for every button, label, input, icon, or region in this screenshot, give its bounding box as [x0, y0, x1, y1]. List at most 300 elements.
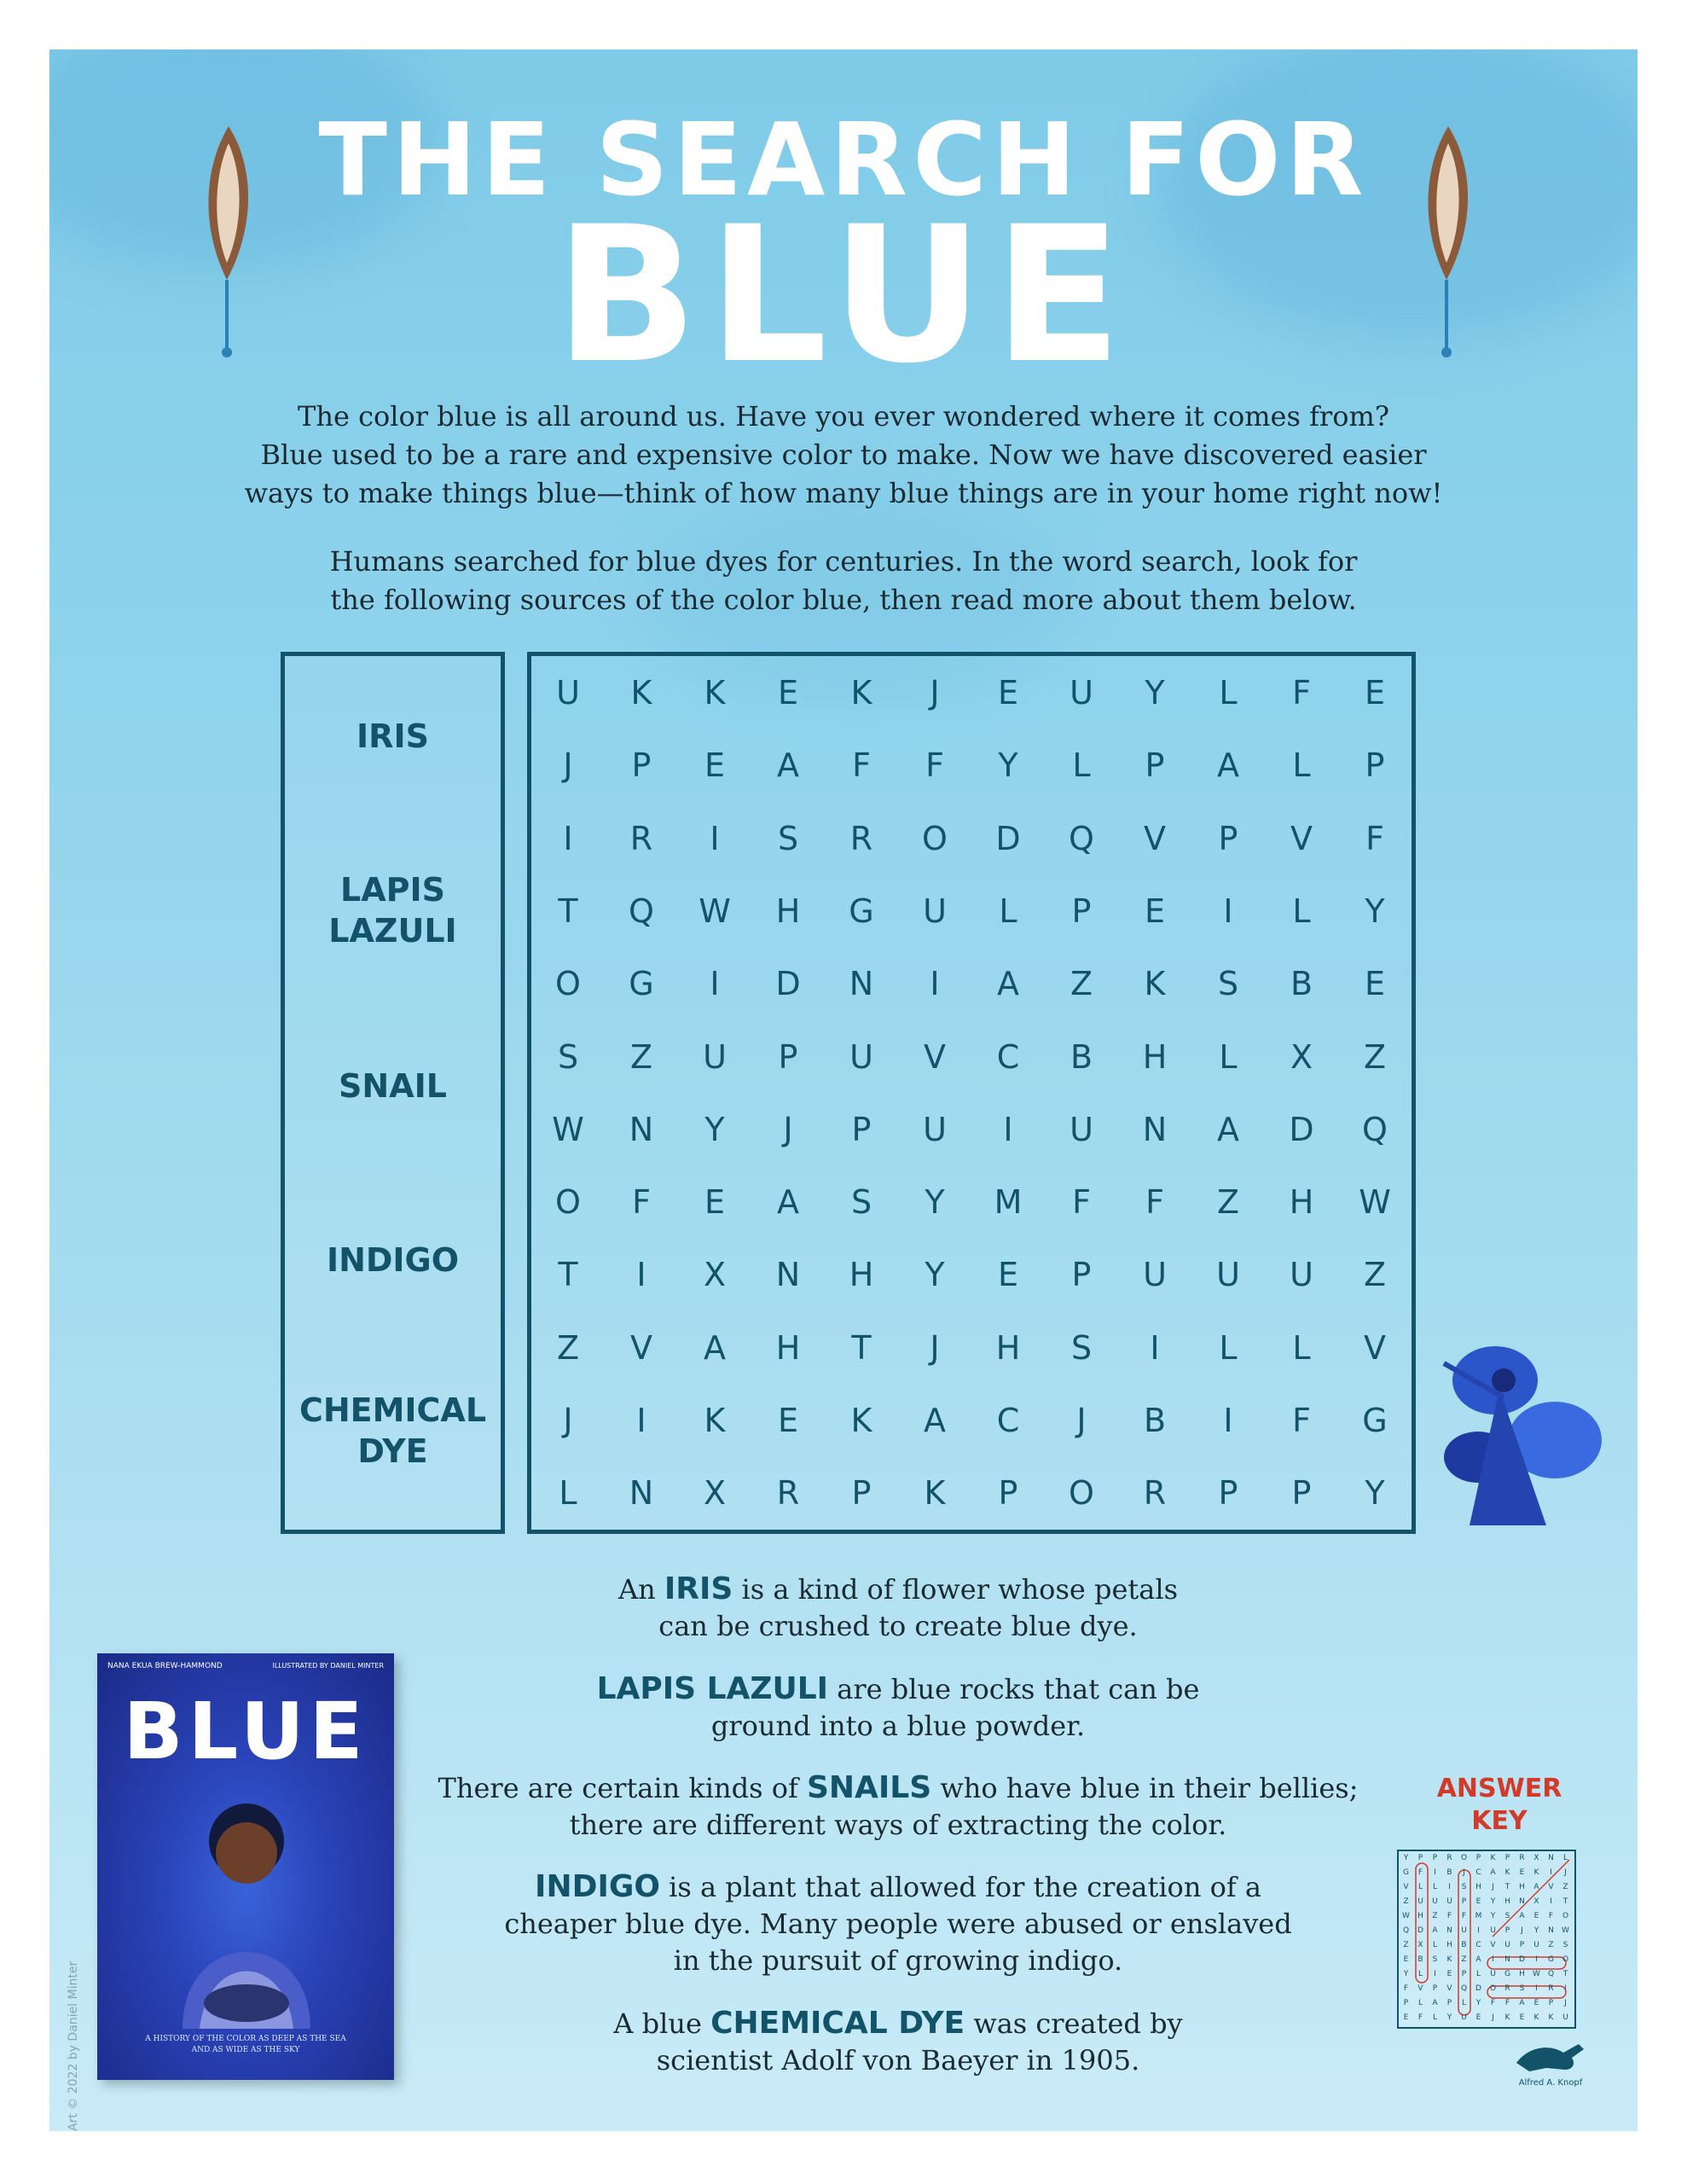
answer-key-cell: K	[1490, 1854, 1496, 1862]
answer-key-cell: K	[1533, 1868, 1539, 1877]
grid-cell[interactable]: V	[1364, 1328, 1386, 1367]
grid-cell[interactable]: S	[557, 1037, 579, 1076]
grid-cell[interactable]: I	[1223, 1402, 1233, 1439]
answer-key-cell: Q	[1547, 1970, 1555, 1978]
word-list-box	[281, 652, 505, 1534]
grid-cell[interactable]: P	[1218, 1474, 1238, 1513]
answer-key-cell: J	[1492, 1883, 1494, 1891]
answer-key-cell: Y	[1403, 1970, 1409, 1978]
grid-cell[interactable]: Y	[1365, 892, 1385, 930]
grid-cell[interactable]: Z	[1363, 1037, 1387, 1076]
grid-cell[interactable]: P	[1145, 746, 1165, 785]
answer-key-cell: E	[1519, 2013, 1525, 2022]
grid-cell[interactable]: I	[1223, 892, 1233, 930]
answer-key-cell: B	[1417, 1955, 1423, 1964]
answer-key-cell: I	[1492, 1955, 1494, 1964]
grid-cell[interactable]: P	[851, 1110, 872, 1148]
grid-cell[interactable]: R	[776, 1474, 800, 1513]
answer-key-cell: G	[1548, 1955, 1554, 1964]
answer-key-cell: O	[1489, 1984, 1497, 1993]
answer-key-cell: U	[1461, 1926, 1467, 1935]
answer-key-cell: N	[1519, 1897, 1525, 1906]
grid-cell[interactable]: R	[849, 819, 873, 857]
answer-key-cell: A	[1475, 1955, 1481, 1964]
grid-cell[interactable]: U	[849, 1037, 873, 1076]
desc-iris: An IRIS is a kind of flower whose petals can be crushed to create blue dye.	[618, 1571, 1178, 1642]
answer-key-cell: P	[1504, 1926, 1510, 1935]
answer-key-cell: X	[1533, 1897, 1539, 1906]
grid-cell[interactable]: E	[704, 1183, 725, 1222]
answer-key-cell: H	[1446, 1941, 1452, 1949]
grid-cell[interactable]: P	[1071, 892, 1092, 930]
grid-cell[interactable]: Y	[925, 1256, 945, 1294]
grid-cell[interactable]: U	[923, 1110, 947, 1148]
answer-key-cell: F	[1461, 1912, 1467, 1920]
grid-cell[interactable]: T	[558, 892, 578, 930]
answer-key-cell: Q	[1460, 1984, 1468, 1993]
publisher-name: Alfred A. Knopf	[1518, 2078, 1583, 2088]
grid-cell[interactable]: J	[563, 1402, 573, 1439]
answer-key-cell: Z	[1562, 1883, 1568, 1891]
answer-key-cell: L	[1417, 1999, 1423, 2007]
answer-key-cell: P	[1548, 1999, 1554, 2007]
grid-cell[interactable]: L	[559, 1474, 577, 1513]
grid-cell[interactable]: E	[997, 674, 1018, 712]
grid-cell[interactable]: N	[1142, 1110, 1168, 1148]
grid-cell[interactable]: H	[849, 1256, 874, 1294]
answer-key-cell: P	[1403, 1999, 1409, 2007]
answer-key-cell: B	[1461, 1941, 1467, 1949]
answer-key-cell: I	[1550, 1897, 1552, 1906]
answer-key-cell: F	[1446, 1912, 1452, 1920]
grid-cell[interactable]: Q	[629, 892, 654, 930]
grid-cell[interactable]: J	[783, 1110, 793, 1148]
grid-cell[interactable]: I	[563, 819, 573, 857]
grid-cell[interactable]: P	[1365, 746, 1385, 785]
answer-key-label: ANSWER KEY	[1436, 1774, 1562, 1836]
grid-cell[interactable]: L	[1292, 892, 1311, 930]
answer-key-cell: E	[1475, 2013, 1481, 2022]
grid-cell[interactable]: L	[1219, 1037, 1238, 1076]
grid-cell[interactable]: L	[999, 892, 1017, 930]
grid-cell[interactable]: L	[1292, 1328, 1311, 1367]
intro-line: The color blue is all around us. Have you ever wondered where it comes from?	[298, 400, 1389, 433]
answer-key-cell: V	[1403, 1883, 1409, 1891]
grid-cell[interactable]: H	[775, 1328, 801, 1367]
answer-key-cell: V	[1490, 1941, 1496, 1949]
grid-cell[interactable]: F	[1365, 819, 1384, 857]
grid-cell[interactable]: A	[1217, 1110, 1239, 1148]
answer-key-cell: Z	[1432, 1912, 1438, 1920]
grid-cell[interactable]: V	[630, 1328, 652, 1367]
book-subtitle: A HISTORY OF THE COLOR AS DEEP AS THE SEA AND AS WIDE AS THE SKY	[145, 2035, 346, 2054]
answer-key-cell: U	[1432, 1897, 1438, 1906]
intro-line: ways to make things blue—think of how many blue things are in your home right now!	[244, 477, 1443, 509]
answer-key-cell: P	[1504, 1854, 1510, 1862]
book-illustrator: ILLUSTRATED BY DANIEL MINTER	[272, 1662, 384, 1670]
word-lapis-lazuli: LAPIS LAZULI	[328, 871, 457, 950]
grid-cell[interactable]: J	[930, 674, 940, 712]
answer-key-cell: V	[1417, 1984, 1423, 1993]
grid-cell[interactable]: X	[1290, 1037, 1313, 1076]
answer-key-cell: S	[1432, 1955, 1438, 1964]
answer-key-cell: Y	[1490, 1912, 1496, 1920]
answer-key-cell: L	[1562, 1854, 1568, 1862]
book-cover	[97, 1653, 394, 2080]
grid-cell[interactable]: P	[998, 1474, 1018, 1513]
desc-indigo: INDIGO is a plant that allowed for the creation of a cheaper blue dye. Many people were abused or enslaved in the pursuit of growing indigo.	[504, 1869, 1292, 1977]
knopf-dog-logo-icon	[1512, 2037, 1589, 2077]
answer-key-cell: Y	[1446, 2013, 1452, 2022]
answer-key-cell: F	[1417, 1868, 1423, 1877]
grid-cell[interactable]: E	[997, 1256, 1018, 1294]
grid-cell[interactable]: I	[636, 1402, 646, 1439]
grid-cell[interactable]: A	[777, 746, 799, 785]
answer-key-cell: I	[1535, 1984, 1538, 1993]
grid-cell[interactable]: Y	[1365, 1474, 1385, 1513]
title-line-1: THE SEARCH FOR	[318, 101, 1369, 218]
grid-cell[interactable]: G	[849, 892, 874, 930]
word-snail: SNAIL	[339, 1067, 447, 1105]
grid-cell[interactable]: K	[1144, 965, 1166, 1003]
grid-cell[interactable]: D	[1289, 1110, 1314, 1148]
answer-key-cell: P	[1446, 1999, 1452, 2007]
answer-key-cell: M	[1475, 1912, 1482, 1920]
answer-key-cell: R	[1504, 1984, 1510, 1993]
grid-cell[interactable]: N	[775, 1256, 801, 1294]
answer-key-cell: W	[1402, 1912, 1410, 1920]
answer-key-cell: G	[1403, 1868, 1409, 1877]
answer-key-cell: N	[1446, 1926, 1452, 1935]
grid-cell[interactable]: F	[1072, 1183, 1091, 1222]
grid-cell[interactable]: U	[923, 892, 947, 930]
grid-cell[interactable]: E	[1364, 674, 1385, 712]
grid-cell[interactable]: C	[996, 1037, 1020, 1076]
grid-cell[interactable]: L	[1072, 746, 1091, 785]
title-line-2: BLUE	[554, 186, 1133, 404]
grid-cell[interactable]: V	[1144, 819, 1166, 857]
grid-cell[interactable]: K	[924, 1474, 946, 1513]
answer-key-cell: U	[1490, 1926, 1496, 1935]
answer-key-cell: H	[1475, 1883, 1481, 1891]
grid-cell[interactable]: U	[1070, 1110, 1093, 1148]
answer-key-cell: T	[1562, 1897, 1568, 1906]
answer-key-cell: A	[1519, 1912, 1525, 1920]
answer-key-cell: A	[1432, 1926, 1438, 1935]
grid-cell[interactable]: U	[703, 1037, 727, 1076]
grid-cell[interactable]: D	[995, 819, 1021, 857]
grid-cell[interactable]: W	[1359, 1183, 1391, 1222]
answer-key-cell: D	[1417, 1926, 1423, 1935]
answer-key-cell: P	[1432, 1854, 1438, 1862]
answer-key-cell: L	[1475, 1970, 1481, 1978]
grid-cell[interactable]: Y	[704, 1110, 725, 1148]
answer-key-cell: Z	[1548, 1941, 1554, 1949]
answer-key-grid	[1397, 1850, 1576, 2029]
grid-cell[interactable]: E	[777, 674, 798, 712]
grid-cell[interactable]: B	[1143, 1402, 1167, 1439]
answer-key-cell: N	[1504, 1955, 1510, 1964]
answer-key-cell: F	[1417, 2013, 1423, 2022]
answer-key-cell: L	[1432, 2013, 1437, 2022]
grid-cell[interactable]: L	[1292, 746, 1311, 785]
answer-key-cell: E	[1403, 1955, 1409, 1964]
answer-key-cell: P	[1461, 1897, 1467, 1906]
grid-cell[interactable]: R	[1143, 1474, 1167, 1513]
grid-cell[interactable]: I	[636, 1256, 646, 1294]
grid-cell[interactable]: J	[1076, 1402, 1087, 1439]
desc-snails: There are certain kinds of SNAILS who have blue in their bellies; there are different ways of extracting the color.	[438, 1770, 1359, 1841]
answer-key-cell: L	[1432, 1883, 1437, 1891]
grid-cell[interactable]: E	[1144, 892, 1165, 930]
intro-line: Humans searched for blue dyes for centuries. In the word search, look for	[329, 545, 1358, 578]
answer-key-cell: X	[1533, 1854, 1539, 1862]
grid-cell[interactable]: A	[777, 1183, 799, 1222]
grid-cell[interactable]: Q	[1362, 1110, 1388, 1148]
grid-cell[interactable]: I	[1150, 1328, 1160, 1367]
grid-cell[interactable]: A	[997, 965, 1019, 1003]
answer-key-cell: O	[1562, 1955, 1569, 1964]
answer-key-cell: D	[1475, 1984, 1481, 1993]
answer-key-cell: C	[1475, 1868, 1481, 1877]
grid-cell[interactable]: A	[924, 1402, 946, 1439]
answer-key-cell: F	[1504, 1999, 1510, 2007]
answer-key-cell: U	[1533, 1941, 1539, 1949]
grid-cell[interactable]: K	[704, 1402, 726, 1439]
grid-cell[interactable]: H	[1289, 1183, 1314, 1222]
answer-key-cell: U	[1504, 1941, 1510, 1949]
answer-key-cell: L	[1417, 1970, 1423, 1978]
grid-cell[interactable]: F	[1145, 1183, 1164, 1222]
answer-key-cell: B	[1446, 1868, 1452, 1877]
grid-cell[interactable]: A	[1217, 746, 1239, 785]
grid-cell[interactable]: R	[629, 819, 653, 857]
grid-cell[interactable]: N	[629, 1474, 654, 1513]
answer-key-cell: U	[1446, 1897, 1452, 1906]
grid-cell[interactable]: C	[996, 1402, 1020, 1439]
art-credit: Art © 2022 by Daniel Minter	[67, 1960, 80, 2131]
grid-cell[interactable]: E	[777, 1402, 798, 1439]
grid-cell[interactable]: T	[851, 1328, 872, 1367]
answer-key-cell: F	[1490, 1999, 1496, 2007]
word-iris: IRIS	[357, 717, 429, 755]
grid-cell[interactable]: P	[778, 1037, 798, 1076]
answer-key-cell: E	[1533, 1999, 1539, 2007]
grid-cell[interactable]: E	[704, 746, 725, 785]
answer-key-cell: R	[1446, 1854, 1452, 1862]
answer-key-cell: Y	[1475, 1999, 1481, 2007]
answer-key-cell: P	[1519, 1941, 1525, 1949]
grid-cell[interactable]: F	[632, 1183, 651, 1222]
answer-key-cell: I	[1434, 1970, 1436, 1978]
answer-key-cell: T	[1562, 1970, 1568, 1978]
answer-key-cell: Z	[1461, 1955, 1467, 1964]
grid-cell[interactable]: Y	[925, 1183, 945, 1222]
answer-key-cell: N	[1548, 1854, 1554, 1862]
grid-cell[interactable]: B	[1070, 1037, 1093, 1076]
grid-cell[interactable]: W	[552, 1110, 584, 1148]
answer-key-cell: S	[1562, 1941, 1568, 1949]
answer-key-cell: H	[1519, 1970, 1525, 1978]
grid-cell[interactable]: I	[930, 965, 940, 1003]
grid-cell[interactable]: Z	[629, 1037, 653, 1076]
grid-cell[interactable]: G	[629, 965, 654, 1003]
answer-key-cell: N	[1548, 1926, 1554, 1935]
answer-key-cell: J	[1463, 1868, 1465, 1877]
grid-cell[interactable]: N	[849, 965, 874, 1003]
answer-key-cell: V	[1548, 1883, 1554, 1891]
grid-cell[interactable]: G	[1362, 1402, 1388, 1439]
answer-key-cell: H	[1519, 1883, 1525, 1891]
answer-key-cell: L	[1461, 1999, 1466, 2007]
answer-key-cell: Q	[1402, 1926, 1410, 1935]
grid-cell[interactable]: X	[703, 1474, 727, 1513]
grid-cell[interactable]: F	[1292, 1402, 1311, 1439]
grid-cell[interactable]: K	[850, 1402, 872, 1439]
answer-key-cell: A	[1533, 1883, 1539, 1891]
answer-key-cell: J	[1492, 2013, 1494, 2022]
grid-cell[interactable]: K	[704, 674, 726, 712]
grid-cell[interactable]: P	[1071, 1256, 1092, 1294]
grid-cell[interactable]: Z	[556, 1328, 580, 1367]
grid-cell[interactable]: V	[924, 1037, 946, 1076]
answer-key-cell: E	[1533, 1912, 1539, 1920]
answer-key-cell: T	[1504, 1883, 1510, 1891]
answer-key-cell: A	[1432, 1999, 1438, 2007]
desc-chemical-dye: A blue CHEMICAL DYE was created by scientist Adolf von Baeyer in 1905.	[613, 2006, 1183, 2077]
grid-cell[interactable]: W	[699, 892, 731, 930]
answer-key-cell: E	[1475, 1897, 1481, 1906]
grid-cell[interactable]: H	[1142, 1037, 1168, 1076]
grid-cell[interactable]: A	[704, 1328, 726, 1367]
answer-key-cell: Z	[1403, 1897, 1409, 1906]
grid-cell[interactable]: S	[1217, 965, 1239, 1003]
grid-cell[interactable]: Q	[1069, 819, 1094, 857]
grid-cell[interactable]: Z	[1216, 1183, 1240, 1222]
answer-key-cell: L	[1432, 1941, 1437, 1949]
answer-key-cell: Y	[1403, 1854, 1409, 1862]
answer-key-cell: O	[1562, 1912, 1569, 1920]
answer-key-cell: I	[1564, 1984, 1567, 1993]
grid-cell[interactable]: O	[555, 965, 581, 1003]
grid-cell[interactable]: U	[1216, 1256, 1240, 1294]
answer-key-cell: L	[1417, 1883, 1423, 1891]
grid-cell[interactable]: U	[1290, 1256, 1313, 1294]
grid-cell[interactable]: O	[555, 1183, 581, 1222]
grid-cell[interactable]: X	[703, 1256, 727, 1294]
answer-key-cell: I	[1448, 1883, 1451, 1891]
grid-cell[interactable]: Y	[1145, 674, 1165, 712]
grid-cell[interactable]: H	[775, 892, 801, 930]
answer-key-cell: H	[1417, 1912, 1423, 1920]
answer-key-cell: I	[1550, 1868, 1552, 1877]
grid-cell[interactable]: J	[563, 746, 573, 785]
grid-cell[interactable]: F	[852, 746, 871, 785]
desc-lapis-lazuli: LAPIS LAZULI are blue rocks that can be ground into a blue powder.	[596, 1671, 1200, 1742]
grid-cell[interactable]: F	[925, 746, 944, 785]
answer-key-cell: U	[1562, 2013, 1568, 2022]
answer-key-cell: K	[1533, 2013, 1539, 2022]
grid-cell[interactable]: Y	[998, 746, 1018, 785]
answer-key-cell: D	[1519, 1955, 1525, 1964]
answer-key-cell: P	[1461, 1970, 1467, 1978]
grid-cell[interactable]: F	[1292, 674, 1311, 712]
answer-key-cell: P	[1475, 1854, 1481, 1862]
grid-cell[interactable]: B	[1290, 965, 1313, 1003]
grid-cell[interactable]: K	[630, 674, 652, 712]
answer-key-cell: R	[1548, 1984, 1554, 1993]
word-chemical-dye: CHEMICAL DYE	[299, 1391, 487, 1470]
answer-key-cell: A	[1490, 1868, 1496, 1877]
grid-cell[interactable]: S	[777, 819, 799, 857]
grid-cell[interactable]: Z	[1070, 965, 1093, 1003]
grid-cell[interactable]: U	[1143, 1256, 1167, 1294]
grid-cell[interactable]: L	[1219, 674, 1238, 712]
answer-key-cell: E	[1403, 2013, 1409, 2022]
grid-cell[interactable]: T	[558, 1256, 578, 1294]
answer-key-cell: E	[1446, 1970, 1452, 1978]
answer-key-cell: I	[1434, 1868, 1436, 1877]
answer-key-cell: U	[1461, 2013, 1467, 2022]
answer-key-cell: X	[1417, 1941, 1423, 1949]
answer-key-cell: Y	[1533, 1926, 1539, 1935]
book-author: NANA EKUA BREW-HAMMOND	[107, 1662, 223, 1670]
answer-key-cell: P	[1417, 1854, 1423, 1862]
grid-cell[interactable]: H	[995, 1328, 1021, 1367]
grid-cell[interactable]: U	[1070, 674, 1093, 712]
grid-cell[interactable]: P	[631, 746, 652, 785]
answer-key-cell: H	[1504, 1897, 1510, 1906]
grid-cell[interactable]: S	[1070, 1328, 1093, 1367]
grid-cell[interactable]: I	[710, 819, 720, 857]
intro-paragraph-2	[152, 543, 1535, 619]
grid-cell[interactable]: U	[556, 674, 580, 712]
grid-cell[interactable]: Z	[1363, 1256, 1387, 1294]
grid-cell[interactable]: J	[930, 1328, 940, 1367]
grid-cell[interactable]: P	[851, 1474, 872, 1513]
answer-key-cell: W	[1533, 1970, 1540, 1978]
book-girl-illustration	[148, 1781, 345, 2037]
intro-line: Blue used to be a rare and expensive color to make. Now we have discovered easier	[260, 439, 1427, 471]
grid-cell[interactable]: D	[775, 965, 801, 1003]
grid-cell[interactable]: M	[994, 1183, 1023, 1222]
intro-paragraph-1	[152, 398, 1535, 513]
answer-key-cell: Z	[1403, 1941, 1409, 1949]
word-indigo: INDIGO	[326, 1241, 460, 1279]
grid-cell[interactable]: V	[1290, 819, 1313, 857]
answer-key-cell: C	[1475, 1941, 1481, 1949]
answer-key-cell: Y	[1490, 1897, 1496, 1906]
grid-cell[interactable]: P	[1291, 1474, 1312, 1513]
grid-cell[interactable]: E	[1364, 965, 1385, 1003]
grid-cell[interactable]: O	[1069, 1474, 1094, 1513]
grid-cell[interactable]: P	[1218, 819, 1238, 857]
grid-cell[interactable]: L	[1219, 1328, 1238, 1367]
answer-key-cell: U	[1490, 1970, 1496, 1978]
answer-key-cell: S	[1504, 1912, 1510, 1920]
grid-cell[interactable]: N	[629, 1110, 654, 1148]
answer-key-cell: K	[1504, 1868, 1510, 1877]
worksheet	[49, 49, 1638, 2131]
word-search-grid[interactable]	[527, 652, 1416, 1534]
grid-cell[interactable]: K	[850, 674, 872, 712]
grid-cell[interactable]: I	[710, 965, 720, 1003]
grid-cell[interactable]: I	[1003, 1110, 1013, 1148]
grid-cell[interactable]: O	[922, 819, 948, 857]
grid-cell[interactable]: S	[850, 1183, 872, 1222]
answer-key-cell: P	[1432, 1984, 1438, 1993]
answer-key-cell: U	[1417, 1897, 1423, 1906]
